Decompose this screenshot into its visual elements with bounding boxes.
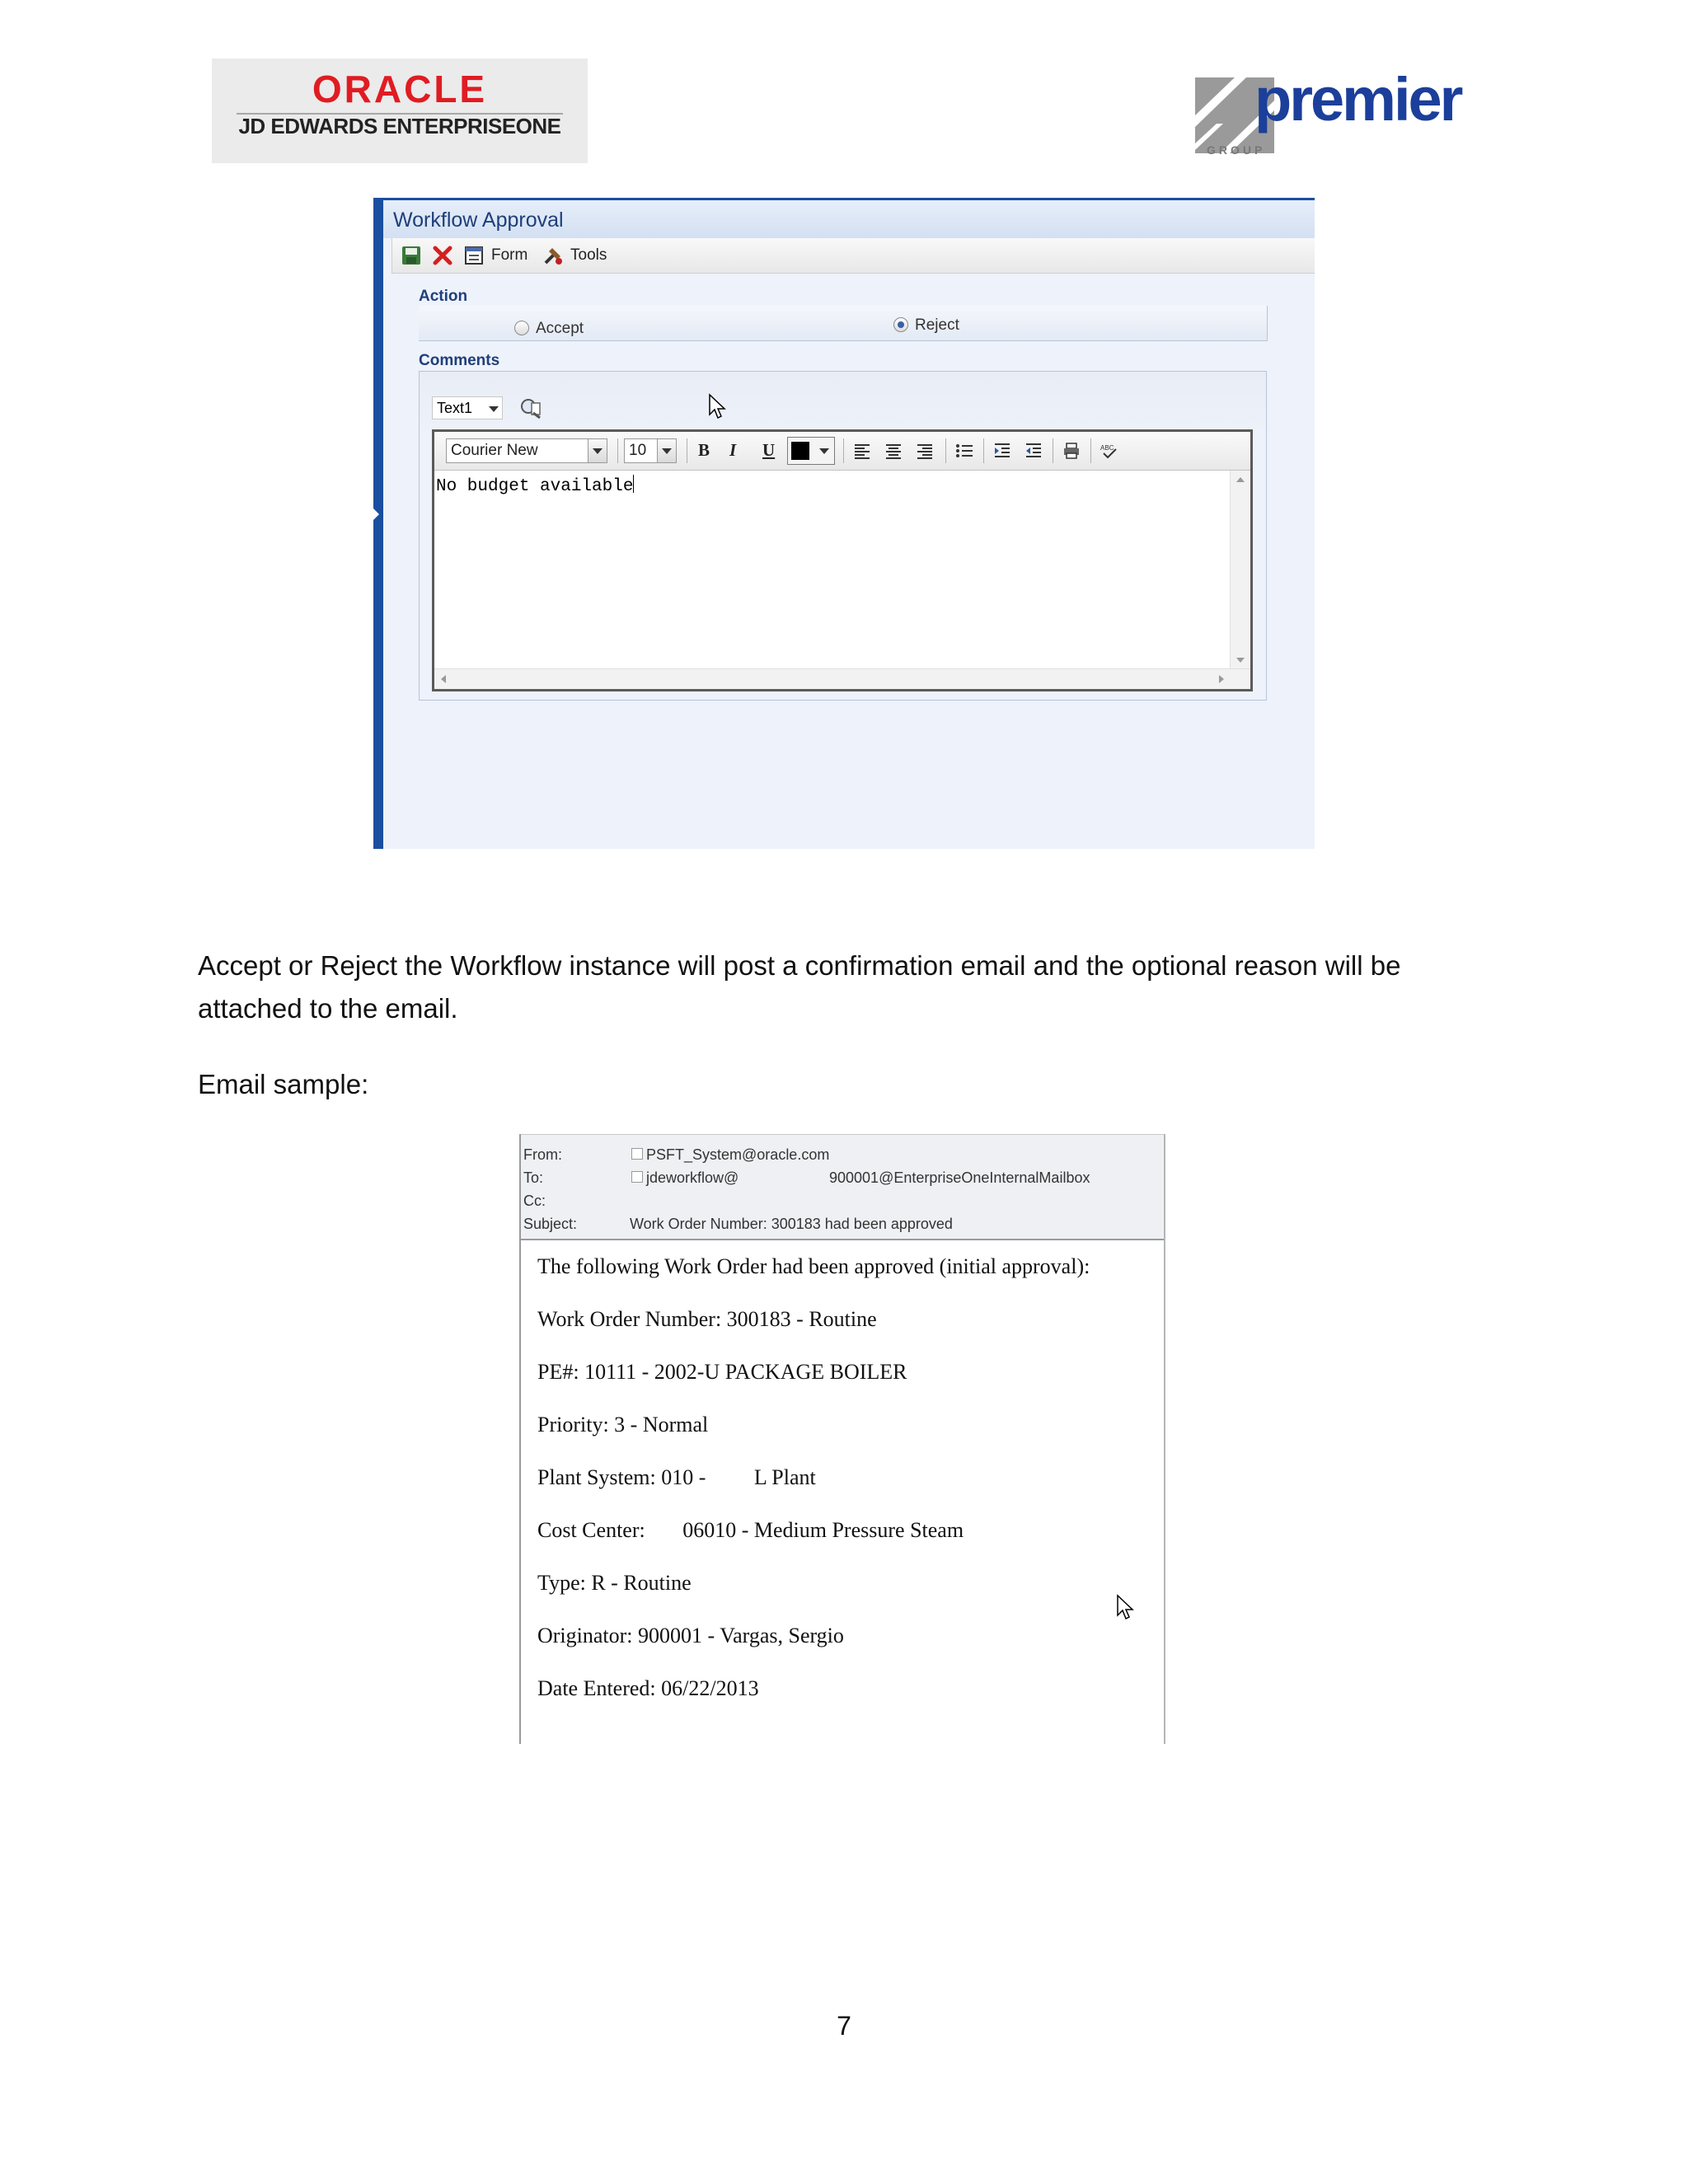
premier-wordmark: premier: [1254, 65, 1461, 134]
email-body-line: PE#: 10111 - 2002-U PACKAGE BOILER: [537, 1360, 907, 1384]
font-family-dropdown[interactable]: [588, 439, 607, 462]
form-menu-button[interactable]: [491, 246, 528, 265]
email-body-line: Plant System: 010 - L Plant: [537, 1465, 816, 1489]
save-icon[interactable]: [401, 245, 422, 266]
toolbar-separator: [1090, 438, 1091, 463]
font-size-dropdown[interactable]: [657, 439, 676, 462]
action-section-label: Action: [419, 288, 468, 305]
window-titlebar: [383, 200, 1315, 238]
spell-check-icon[interactable]: [1100, 442, 1118, 460]
svg-text:ABC: ABC: [1100, 444, 1114, 452]
tools-menu-button[interactable]: [570, 246, 607, 265]
outdent-icon[interactable]: [1025, 442, 1043, 460]
print-icon[interactable]: [1062, 442, 1081, 460]
checkbox-icon: [631, 1148, 643, 1160]
toolbar-separator: [617, 438, 618, 463]
align-right-icon[interactable]: [916, 442, 934, 460]
comments-section-label: Comments: [419, 352, 500, 369]
chevron-down-icon: [593, 448, 603, 454]
mouse-pointer-icon: [1116, 1594, 1137, 1622]
font-family-select[interactable]: [446, 438, 607, 463]
premier-group-text: GROUP: [1207, 143, 1266, 157]
email-body-line: Originator: 900001 - Vargas, Sergio: [537, 1624, 844, 1647]
italic-button[interactable]: I: [729, 440, 737, 460]
toolbar-separator: [983, 438, 984, 463]
reject-radio[interactable]: [893, 317, 908, 332]
comment-text: No budget available: [436, 477, 634, 496]
tools-menu-label: Tools: [570, 246, 607, 264]
underline-button[interactable]: U: [762, 440, 776, 460]
to-label: To:: [523, 1169, 544, 1186]
to-value-2: 900001@EnterpriseOneInternalMailbox: [829, 1169, 1090, 1186]
email-body-line: Date Entered: 06/22/2013: [537, 1676, 759, 1700]
scroll-up-icon[interactable]: [1236, 477, 1245, 482]
action-group: [419, 306, 1268, 341]
scroll-right-icon[interactable]: [1219, 675, 1224, 683]
page-number: 7: [837, 2011, 851, 2041]
email-body-line: Type: R - Routine: [537, 1571, 692, 1595]
body-paragraph: [198, 944, 1400, 1030]
editor-toolbar: [434, 432, 1250, 471]
scroll-left-icon[interactable]: [441, 675, 446, 683]
text-color-picker[interactable]: [787, 437, 835, 465]
toolbar-separator: [843, 438, 844, 463]
comments-group: [419, 371, 1267, 701]
email-body-line: Cost Center: 06010 - Medium Pressure Steam: [537, 1518, 964, 1542]
vertical-scrollbar[interactable]: [1230, 471, 1250, 669]
email-body-line: Priority: 3 - Normal: [537, 1413, 709, 1436]
workflow-approval-window: [373, 198, 1315, 849]
paragraph-line-1: Accept or Reject the Workflow instance will post a confirmation email and the optional reason will be: [198, 950, 1401, 981]
to-value-1: jdeworkflow@: [646, 1169, 739, 1186]
cc-label: Cc:: [523, 1193, 546, 1209]
text-caret: [633, 475, 634, 493]
email-sample: [519, 1134, 1165, 1744]
accept-radio[interactable]: [514, 321, 529, 335]
email-sample-label: Email sample:: [198, 1069, 369, 1099]
align-center-icon[interactable]: [884, 442, 903, 460]
tools-icon[interactable]: [542, 245, 564, 266]
comment-text-area[interactable]: [436, 475, 634, 496]
form-toolbar: [392, 238, 1315, 274]
font-family-value: Courier New: [451, 442, 538, 459]
from-value: PSFT_System@oracle.com: [646, 1146, 830, 1163]
rich-text-editor[interactable]: [432, 429, 1253, 691]
form-icon[interactable]: [463, 245, 485, 266]
horizontal-scrollbar[interactable]: [434, 668, 1250, 689]
subject-value: Work Order Number: 300183 had been approved: [630, 1216, 953, 1232]
bullet-list-icon[interactable]: [955, 442, 973, 460]
reject-radio-label: Reject: [915, 316, 959, 334]
indent-icon[interactable]: [993, 442, 1011, 460]
font-size-select[interactable]: [624, 438, 677, 463]
chevron-down-icon: [489, 406, 499, 412]
subject-label: Subject:: [523, 1216, 578, 1232]
email-body-line: Work Order Number: 300183 - Routine: [537, 1307, 877, 1331]
text-item-select[interactable]: [432, 396, 503, 419]
bold-button[interactable]: B: [698, 440, 710, 460]
toolbar-separator: [945, 438, 946, 463]
form-menu-label: Form: [491, 246, 528, 264]
attachment-search-icon[interactable]: [518, 396, 543, 419]
paragraph-line-2: attached to the email.: [198, 993, 458, 1024]
oracle-wordmark: ORACLE: [312, 68, 488, 110]
from-label: From:: [523, 1146, 562, 1163]
chevron-down-icon: [819, 448, 829, 454]
chevron-down-icon: [662, 448, 672, 454]
font-size-value: 10: [629, 442, 647, 459]
text-item-value: Text1: [437, 400, 473, 416]
accept-radio-label: Accept: [536, 320, 584, 337]
cancel-icon[interactable]: [432, 245, 453, 266]
scroll-down-icon[interactable]: [1236, 658, 1245, 663]
oracle-jde-logo: [212, 59, 588, 163]
color-swatch: [791, 442, 809, 460]
mouse-pointer-icon: [708, 393, 729, 421]
checkbox-icon: [631, 1171, 643, 1183]
align-left-icon[interactable]: [853, 442, 871, 460]
email-header: [521, 1134, 1164, 1240]
window-title: Workflow Approval: [393, 209, 564, 232]
panel-collapse-icon[interactable]: [373, 509, 379, 520]
premier-group-logo: [1195, 65, 1492, 158]
email-body-line: The following Work Order had been approved (initial approval):: [537, 1254, 1090, 1278]
oracle-subtitle: JD EDWARDS ENTERPRISEONE: [238, 114, 561, 138]
